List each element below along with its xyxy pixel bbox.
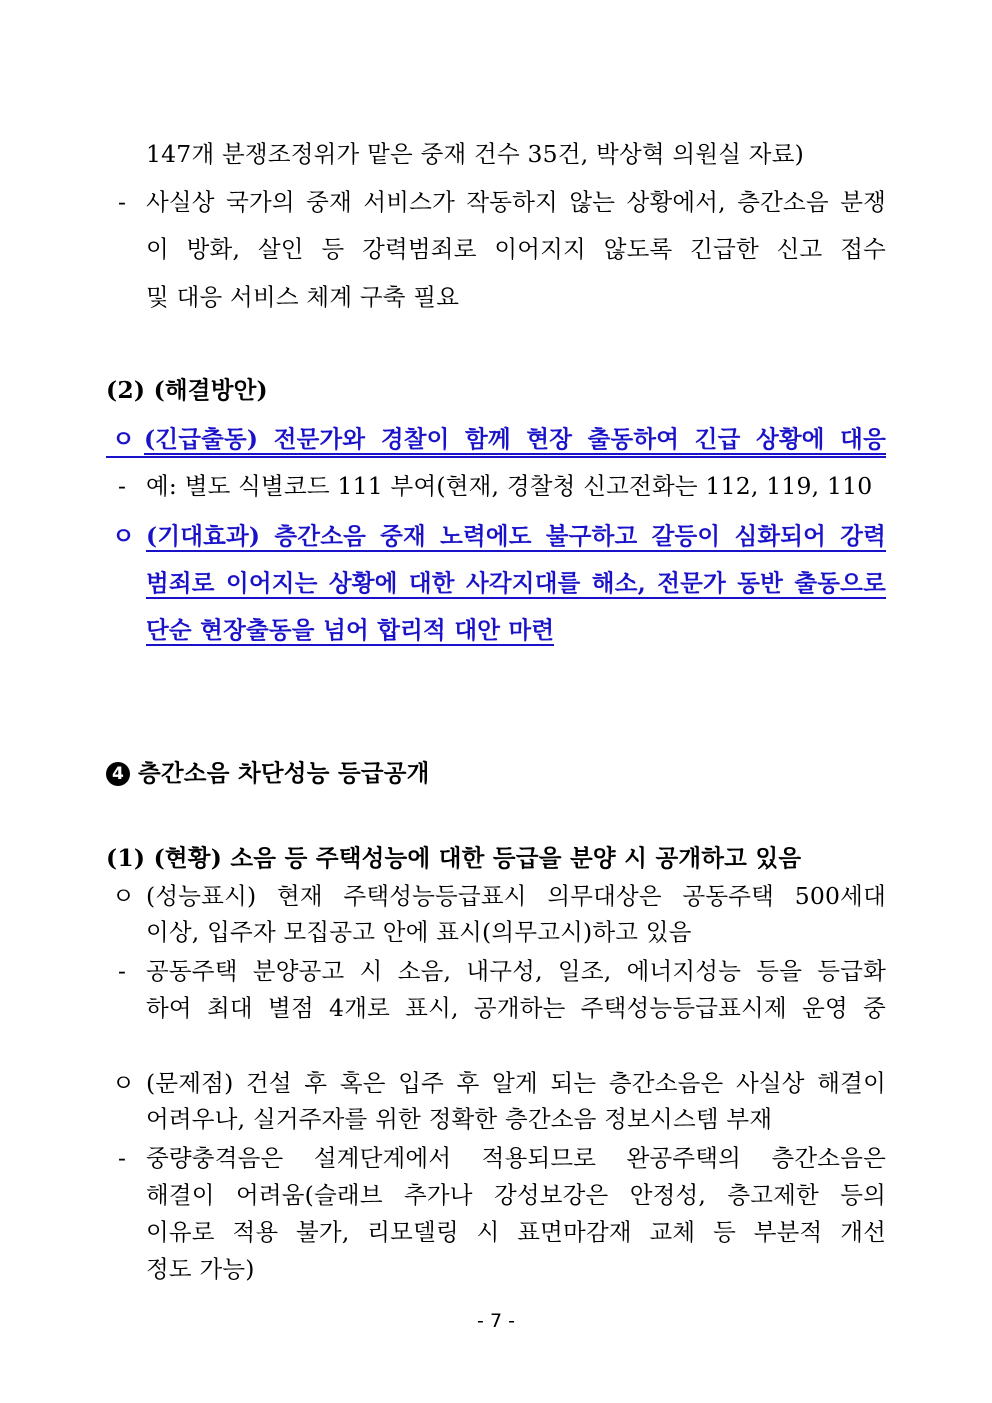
dash-item-line: 정도 가능)	[146, 1255, 255, 1283]
highlight-text: (기대효과) 층간소음 중재 노력에도 불구하고 갈등이 심화되어 강력	[146, 522, 886, 550]
highlight-text: 단순 현장출동을 넘어 합리적 대안 마련	[146, 616, 555, 644]
dash-marker: -	[118, 472, 126, 500]
underline-rule	[106, 456, 886, 458]
bullet-item-line: 이상, 입주자 모집공고 안에 표시(의무고시)하고 있음	[146, 918, 692, 946]
highlight-text: (긴급출동) 전문가와 경찰이 함께 현장 출동하여 긴급 상황에 대응	[144, 425, 886, 453]
bullet-item-line: (문제점) 건설 후 혹은 입주 후 알게 되는 층간소음은 사실상 해결이	[146, 1069, 886, 1097]
dash-item-line: 하여 최대 별점 4개로 표시, 공개하는 주택성능등급표시제 운영 중	[146, 994, 886, 1022]
dash-item-line: 사실상 국가의 중재 서비스가 작동하지 않는 상황에서, 층간소음 분쟁	[146, 188, 886, 216]
section-heading-solution: (2) (해결방안)	[106, 376, 268, 404]
highlight-item-effect-line	[146, 521, 886, 551]
dash-item-line: 및 대응 서비스 체계 구축 필요	[146, 283, 460, 311]
highlight-item-emergency	[106, 424, 886, 454]
highlight-text: 범죄로 이어지는 상황에 대한 사각지대를 해소, 전문가 동반 출동으로	[146, 569, 886, 597]
dash-item-line: 이유로 적용 불가, 리모델링 시 표면마감재 교체 등 부분적 개선	[146, 1218, 886, 1246]
section-title-text: 층간소음 차단성능 등급공개	[138, 759, 430, 787]
dash-marker: -	[118, 188, 126, 216]
section-number-badge: 4	[106, 762, 130, 786]
dash-marker: -	[118, 1144, 126, 1172]
dash-item-line: 중량충격음은 설계단계에서 적용되므로 완공주택의 층간소음은	[146, 1144, 886, 1172]
bullet-item-line: (성능표시) 현재 주택성능등급표시 의무대상은 공동주택 500세대	[146, 882, 886, 910]
bullet-item-line: 어려우나, 실거주자를 위한 정확한 층간소음 정보시스템 부재	[146, 1105, 773, 1133]
dash-item-line: 예: 별도 식별코드 111 부여(현재, 경찰청 신고전화는 112, 119, 110	[146, 472, 873, 500]
dash-marker: -	[118, 957, 126, 985]
bullet-marker: ㅇ	[112, 882, 135, 910]
dash-item-line: 공동주택 분양공고 시 소음, 내구성, 일조, 에너지성능 등을 등급화	[146, 957, 886, 985]
status-heading: (1) (현황) 소음 등 주택성능에 대한 등급을 분양 시 공개하고 있음	[106, 844, 802, 872]
highlight-item-effect-line	[146, 568, 886, 598]
bullet-marker: ㅇ	[112, 1069, 135, 1097]
bullet-marker: ㅇ	[112, 522, 135, 550]
page-number: - 7 -	[477, 1310, 515, 1332]
bullet-marker: ㅇ	[112, 425, 135, 453]
highlight-item-effect-line	[146, 615, 554, 645]
section-title	[106, 758, 430, 788]
dash-item-line: 이 방화, 살인 등 강력범죄로 이어지지 않도록 긴급한 신고 접수	[146, 235, 886, 263]
continuation-line: 147개 분쟁조정위가 맡은 중재 건수 35건, 박상혁 의원실 자료)	[146, 140, 804, 168]
dash-item-line: 해결이 어려움(슬래브 추가나 강성보강은 안정성, 층고제한 등의	[146, 1181, 886, 1209]
